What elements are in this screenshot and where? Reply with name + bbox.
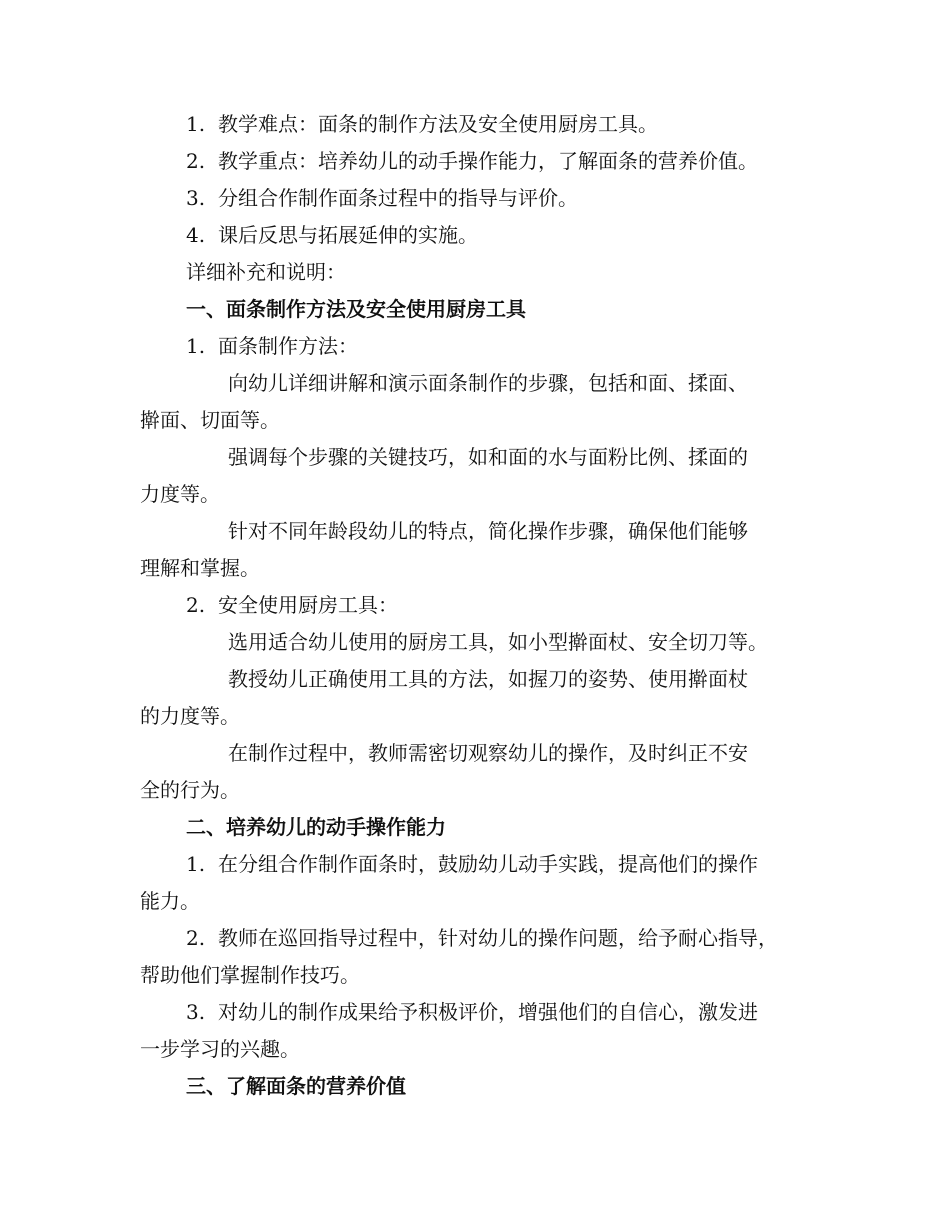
list-text: 对幼儿的制作成果给予积极评价，增强他们的自信心，激发进 bbox=[218, 1000, 758, 1024]
list-text: 课后反思与拓展延伸的实施。 bbox=[218, 223, 478, 247]
subsection-title bbox=[0, 587, 950, 624]
list-text: 教师在巡回指导过程中，针对幼儿的操作问题，给予耐心指导， bbox=[218, 926, 778, 950]
paragraph-line: 力度等。 bbox=[140, 482, 220, 506]
section-heading: 三、了解面条的营养价值 bbox=[186, 1074, 406, 1098]
list-item bbox=[0, 217, 950, 254]
list-number: 1. bbox=[186, 334, 206, 358]
list-number: 2. bbox=[186, 926, 206, 950]
paragraph-line: 向幼儿详细讲解和演示面条制作的步骤，包括和面、揉面、 bbox=[228, 371, 748, 395]
list-item bbox=[0, 143, 950, 180]
paragraph-line: 针对不同年龄段幼儿的特点，简化操作步骤，确保他们能够 bbox=[228, 519, 748, 543]
list-text: 教学难点：面条的制作方法及安全使用厨房工具。 bbox=[218, 112, 658, 136]
list-item bbox=[0, 106, 950, 143]
subsection-text: 面条制作方法： bbox=[218, 334, 358, 358]
section-heading: 一、面条制作方法及安全使用厨房工具 bbox=[186, 297, 526, 321]
list-number: 3. bbox=[186, 1000, 206, 1024]
paragraph-line: 强调每个步骤的关键技巧，如和面的水与面粉比例、揉面的 bbox=[228, 445, 748, 469]
list-number: 2. bbox=[186, 593, 206, 617]
paragraph-line: 能力。 bbox=[140, 889, 200, 913]
paragraph-line: 帮助他们掌握制作技巧。 bbox=[140, 963, 360, 987]
paragraph-line: 在制作过程中，教师需密切观察幼儿的操作，及时纠正不安 bbox=[228, 741, 748, 765]
paragraph-line: 的力度等。 bbox=[140, 704, 240, 728]
list-text: 教学重点：培养幼儿的动手操作能力，了解面条的营养价值。 bbox=[218, 149, 758, 173]
list-number: 1. bbox=[186, 112, 206, 136]
subsection-text: 安全使用厨房工具： bbox=[218, 593, 398, 617]
list-number: 2. bbox=[186, 149, 206, 173]
list-item bbox=[0, 920, 950, 957]
list-item bbox=[0, 846, 950, 883]
list-text: 分组合作制作面条过程中的指导与评价。 bbox=[218, 186, 578, 210]
list-number: 1. bbox=[186, 852, 206, 876]
paragraph-line: 理解和掌握。 bbox=[140, 556, 260, 580]
list-number: 3. bbox=[186, 186, 206, 210]
paragraph-line: 全的行为。 bbox=[140, 778, 240, 802]
subsection-title bbox=[0, 328, 950, 365]
list-item bbox=[0, 180, 950, 217]
supplement-label: 详细补充和说明： bbox=[186, 260, 346, 284]
list-number: 4. bbox=[186, 223, 206, 247]
paragraph-line: 教授幼儿正确使用工具的方法，如握刀的姿势、使用擀面杖 bbox=[228, 667, 748, 691]
paragraph-line: 擀面、切面等。 bbox=[140, 408, 280, 432]
list-text: 在分组合作制作面条时，鼓励幼儿动手实践，提高他们的操作 bbox=[218, 852, 758, 876]
document-body bbox=[0, 106, 950, 1105]
section-heading: 二、培养幼儿的动手操作能力 bbox=[186, 815, 446, 839]
paragraph-line: 一步学习的兴趣。 bbox=[140, 1037, 300, 1061]
list-item bbox=[0, 994, 950, 1031]
paragraph-line: 选用适合幼儿使用的厨房工具，如小型擀面杖、安全切刀等。 bbox=[228, 630, 768, 654]
